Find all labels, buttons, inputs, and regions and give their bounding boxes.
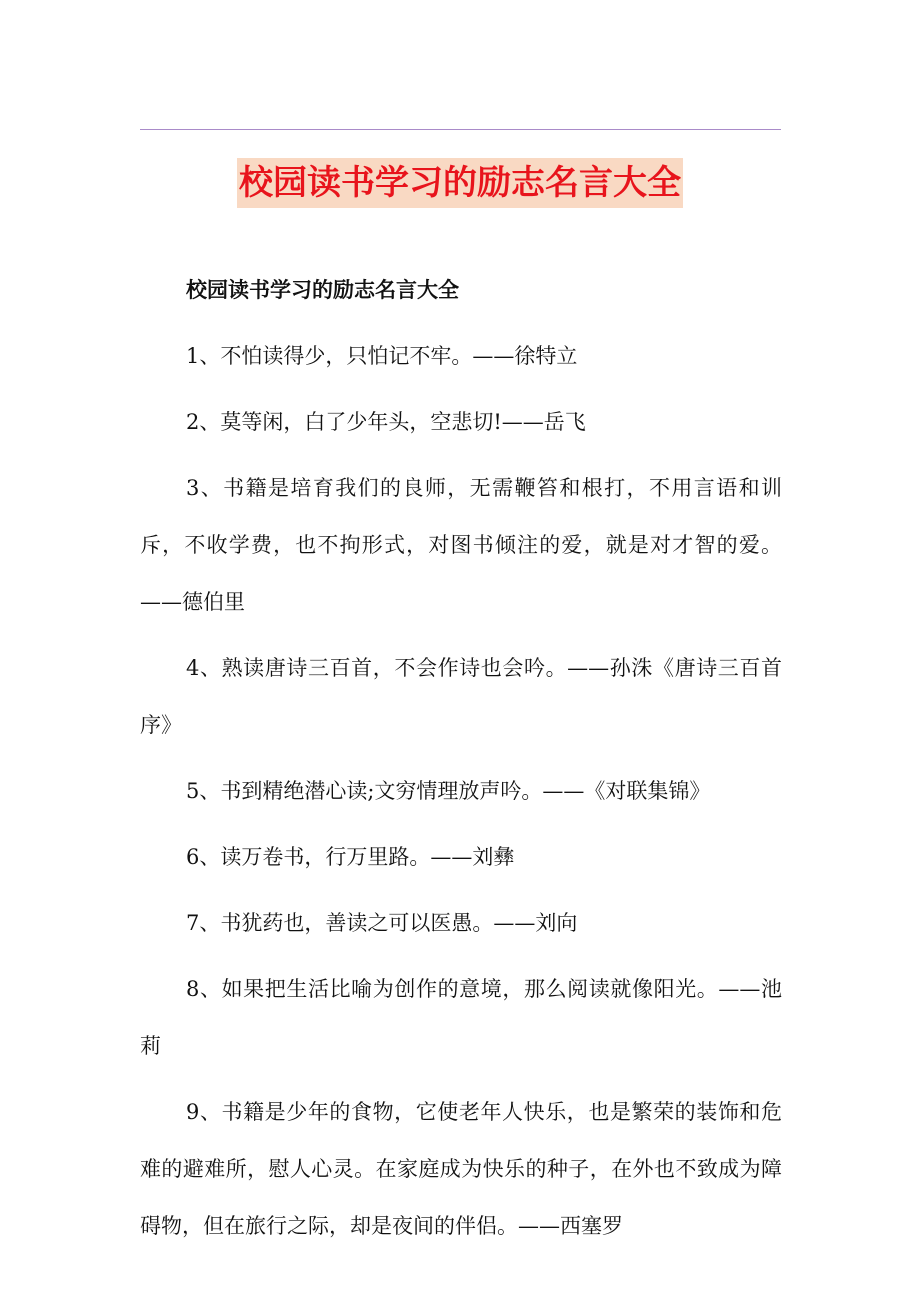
document-body xyxy=(140,262,782,1255)
quote-3: 3、书籍是培育我们的良师，无需鞭笞和根打，不用言语和训斥，不收学费，也不拘形式，对图书倾注的爱，就是对才智的爱。——德伯里 xyxy=(140,476,782,614)
quote-2: 2、莫等闲，白了少年头，空悲切!——岳飞 xyxy=(186,410,586,434)
quote-8: 8、如果把生活比喻为创作的意境，那么阅读就像阳光。——池莉 xyxy=(140,977,782,1058)
quote-5: 5、书到精绝潜心读;文穷情理放声吟。——《对联集锦》 xyxy=(186,779,711,803)
title-container xyxy=(0,158,920,208)
quote-1: 1、不怕读得少，只怕记不牢。——徐特立 xyxy=(186,344,578,368)
document-title: 校园读书学习的励志名言大全 xyxy=(237,158,683,208)
quote-9: 9、书籍是少年的食物，它使老年人快乐，也是繁荣的装饰和危难的避难所，慰人心灵。在家庭成为快乐的种子，在外也不致成为障碍物，但在旅行之际，却是夜间的伴侣。——西塞罗 xyxy=(140,1100,782,1238)
header-rule xyxy=(140,129,781,130)
section-heading: 校园读书学习的励志名言大全 xyxy=(186,278,459,302)
quote-4: 4、熟读唐诗三百首，不会作诗也会吟。——孙洙《唐诗三百首序》 xyxy=(140,656,782,737)
quote-6: 6、读万卷书，行万里路。——刘彝 xyxy=(186,845,515,869)
quote-7: 7、书犹药也，善读之可以医愚。——刘向 xyxy=(186,911,578,935)
